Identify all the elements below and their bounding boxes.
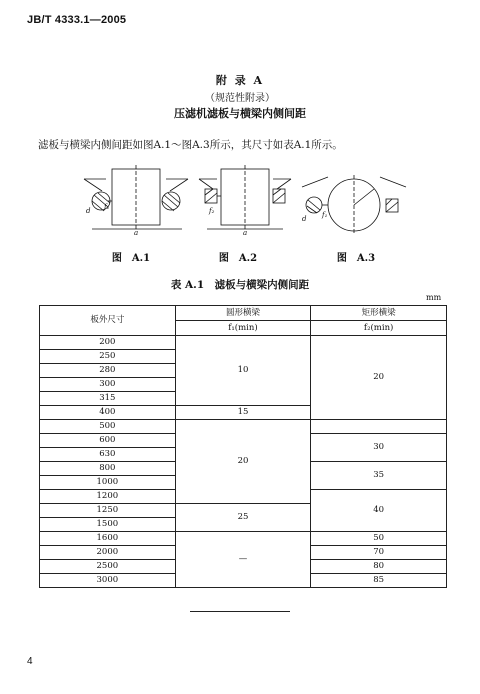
- size-cell: 1000: [40, 476, 176, 490]
- size-cell: 500: [40, 420, 176, 434]
- fig3-hatch-l1: [308, 200, 320, 210]
- rect-value-cell: 80: [311, 560, 447, 574]
- table-row: [40, 420, 447, 434]
- size-cell: 630: [40, 448, 176, 462]
- fig1-label-d: d: [86, 207, 91, 215]
- appendix-title: 附 录 A: [215, 74, 265, 87]
- fig3-radius: [354, 189, 374, 205]
- header-rect-beam: 矩形横梁: [311, 306, 447, 321]
- page-number: 4: [27, 656, 33, 667]
- fig3-label-d: d: [302, 215, 307, 223]
- fig1-beam-right-slant: [170, 179, 188, 191]
- table-row: [40, 336, 447, 350]
- size-cell: 1500: [40, 518, 176, 532]
- fig2-beam-right-slant: [277, 179, 291, 189]
- size-cell: 400: [40, 406, 176, 420]
- round-value-cell: 10: [175, 336, 311, 406]
- fig2-beam-left-slant: [199, 179, 213, 189]
- size-cell: 1600: [40, 532, 176, 546]
- size-cell: 1200: [40, 490, 176, 504]
- rect-value-cell: 30: [311, 434, 447, 462]
- rect-value-cell: 35: [311, 462, 447, 490]
- figure-a2-caption: 图 A.2: [218, 253, 258, 264]
- size-cell: 315: [40, 392, 176, 406]
- size-cell: 600: [40, 434, 176, 448]
- size-cell: 250: [40, 350, 176, 364]
- rect-value-cell: 20: [311, 336, 447, 420]
- size-cell: 2500: [40, 560, 176, 574]
- size-cell: 200: [40, 336, 176, 350]
- fig1-hatch-l3: [98, 193, 110, 203]
- fig2-label-a: a: [243, 229, 248, 237]
- header-f2: f₂(min): [311, 321, 447, 336]
- fig3-hatch-r1: [386, 199, 392, 205]
- fig1-label-a: a: [134, 229, 139, 237]
- fig2-label-f2: f₂: [209, 207, 215, 215]
- size-cell: 800: [40, 462, 176, 476]
- appendix-name: 压滤机滤板与横梁内侧间距: [174, 107, 306, 120]
- table-caption: 表 A.1 滤板与横梁内侧间距: [170, 279, 310, 291]
- table-row: [40, 532, 447, 546]
- size-cell: 280: [40, 364, 176, 378]
- fig3-beam-right: [380, 177, 406, 187]
- rect-value-cell: 40: [311, 490, 447, 532]
- rect-value-cell: 50: [311, 532, 447, 546]
- round-value-cell: —: [175, 532, 311, 588]
- fig1-hatch-r1: [164, 195, 178, 207]
- header-round-beam: 圆形横梁: [175, 306, 311, 321]
- header-plate-size: 板外尺寸: [40, 306, 176, 336]
- rect-value-cell: [311, 420, 447, 434]
- fig3-label-f1: f₁: [322, 211, 328, 219]
- figure-a2: [195, 165, 295, 237]
- appendix-type: （规范性附录）: [205, 93, 275, 104]
- spacing-table: [39, 305, 447, 588]
- figure-a3-caption: 图 A.3: [336, 253, 376, 264]
- fig2-hatch-l1: [205, 189, 213, 195]
- standard-number: JB/T 4333.1—2005: [27, 14, 127, 26]
- size-cell: 300: [40, 378, 176, 392]
- fig2-rect-beam-right: [273, 189, 285, 203]
- rect-value-cell: 70: [311, 546, 447, 560]
- round-value-cell: 15: [175, 406, 311, 420]
- rect-value-cell: 85: [311, 574, 447, 588]
- header-f1: f₁(min): [175, 321, 311, 336]
- fig2-hatch-r2: [273, 193, 285, 203]
- end-rule: [190, 611, 290, 612]
- fig2-hatch-r1: [273, 189, 281, 195]
- figure-a3: [300, 165, 408, 237]
- round-value-cell: 20: [175, 420, 311, 504]
- fig1-hatch-r3: [168, 193, 180, 203]
- fig2-rect-beam-left: [205, 189, 217, 203]
- intro-paragraph: 滤板与横梁内侧间距如图A.1～图A.3所示，其尺寸如表A.1所示。: [38, 139, 343, 151]
- fig3-beam-left: [302, 177, 328, 187]
- table-unit: mm: [426, 293, 442, 302]
- size-cell: 3000: [40, 574, 176, 588]
- fig1-beam-left-slant: [84, 179, 102, 191]
- table-header-row: [40, 306, 447, 321]
- size-cell: 1250: [40, 504, 176, 518]
- round-value-cell: 25: [175, 504, 311, 532]
- figure-a1: [82, 165, 190, 237]
- fig2-hatch-l2: [205, 193, 217, 203]
- figure-a1-caption: 图 A.1: [111, 253, 151, 264]
- fig1-label-f1: f₁: [104, 203, 110, 211]
- fig3-hatch-l2: [307, 206, 317, 213]
- size-cell: 2000: [40, 546, 176, 560]
